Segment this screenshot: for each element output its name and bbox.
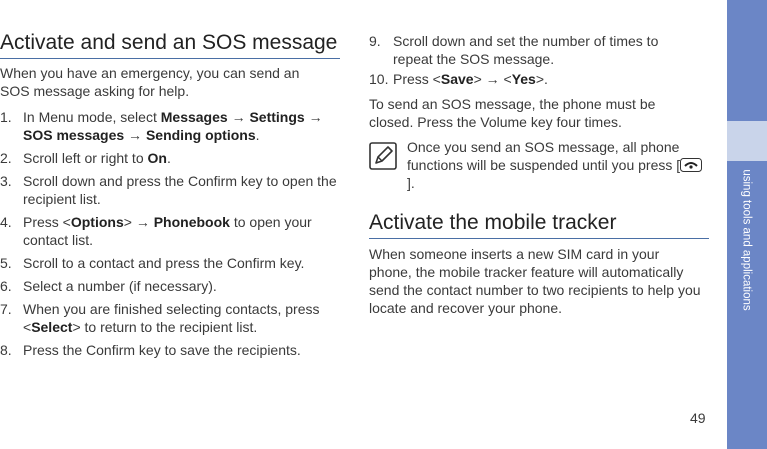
sos-closing-text: To send an SOS message, the phone must be closed. Press the Volume key four times. xyxy=(369,96,656,130)
sos-steps-continued xyxy=(369,32,709,88)
step-number: 5. xyxy=(0,255,12,271)
menu-sending-options: Sending options xyxy=(145,127,256,143)
step-text: Scroll down and set the number of times to repeat the SOS message. xyxy=(393,33,659,67)
step-1 xyxy=(0,108,340,144)
step-4 xyxy=(0,213,340,249)
step-number: 3. xyxy=(0,173,12,189)
arrow: → xyxy=(304,109,323,125)
end-key-icon xyxy=(680,158,702,172)
step-number: 1. xyxy=(0,109,12,125)
softkey-select: Select xyxy=(31,319,73,335)
step-number: 2. xyxy=(0,150,12,166)
step-text: Press < xyxy=(393,71,441,87)
period: . xyxy=(255,127,260,143)
step-number: 6. xyxy=(0,278,12,294)
option-on: On xyxy=(147,150,167,166)
step-8 xyxy=(0,341,340,359)
step-text: When you are finished selecting contacts, press < xyxy=(23,301,320,335)
arrow: > → < xyxy=(473,71,512,87)
step-number: 4. xyxy=(0,214,12,230)
tracker-body: When someone inserts a new SIM card in your phone, the mobile tracker feature will automatically send the contact number to two recipients to help you locate and recover your phone. xyxy=(369,246,701,316)
step-text: Press the Confirm key to save the recipients. xyxy=(23,342,301,358)
right-column xyxy=(369,0,709,449)
menu-sos-messages: SOS messages xyxy=(23,127,125,143)
tracker-heading: Activate the mobile tracker xyxy=(369,211,709,239)
page-number: 49 xyxy=(690,410,706,426)
step-number: 8. xyxy=(0,342,12,358)
softkey-options: Options xyxy=(70,214,124,230)
step-number: 9. xyxy=(369,33,381,49)
arrow: → xyxy=(227,109,250,125)
step-text: Scroll down and press the Confirm key to open the recipient list. xyxy=(23,173,337,207)
note-text-start: Once you send an SOS message, all phone functions will be suspended until you press [ xyxy=(407,139,681,173)
step-text: Select a number (if necessary). xyxy=(23,278,217,294)
sidebar-label-text: using tools and applications xyxy=(741,169,754,311)
step-text: Scroll left or right to xyxy=(23,150,148,166)
sos-steps xyxy=(0,108,340,359)
step-6 xyxy=(0,277,340,295)
softkey-yes: Yes xyxy=(511,71,536,87)
sidebar-label xyxy=(727,160,767,320)
sos-intro: When you have an emergency, you can send an SOS message asking for help. xyxy=(0,65,300,99)
step-9 xyxy=(369,32,709,68)
step-text: >. xyxy=(535,71,548,87)
step-text: Press < xyxy=(23,214,71,230)
step-10 xyxy=(369,70,709,88)
menu-phonebook: Phonebook xyxy=(153,214,230,230)
step-text: Scroll to a contact and press the Confirm key. xyxy=(23,255,305,271)
menu-messages: Messages xyxy=(160,109,228,125)
note-pencil-icon xyxy=(369,142,397,170)
step-number: 7. xyxy=(0,301,12,317)
step-2 xyxy=(0,149,340,167)
note-text-end: ]. xyxy=(407,175,415,191)
note-text xyxy=(407,138,707,192)
step-5 xyxy=(0,254,340,272)
arrow: → xyxy=(124,127,146,143)
step-7 xyxy=(0,300,340,336)
step-number: 10. xyxy=(369,71,389,87)
period: . xyxy=(166,150,171,166)
step-3 xyxy=(0,172,340,208)
sidebar-highlight xyxy=(727,121,767,161)
menu-settings: Settings xyxy=(249,109,305,125)
step-text: In Menu mode, select xyxy=(23,109,161,125)
arrow: > → xyxy=(123,214,154,230)
sos-heading: Activate and send an SOS message xyxy=(0,31,340,59)
softkey-save: Save xyxy=(440,71,474,87)
step-text: > to return to the recipient list. xyxy=(72,319,258,335)
step-text: to open your contact list. xyxy=(23,214,312,248)
